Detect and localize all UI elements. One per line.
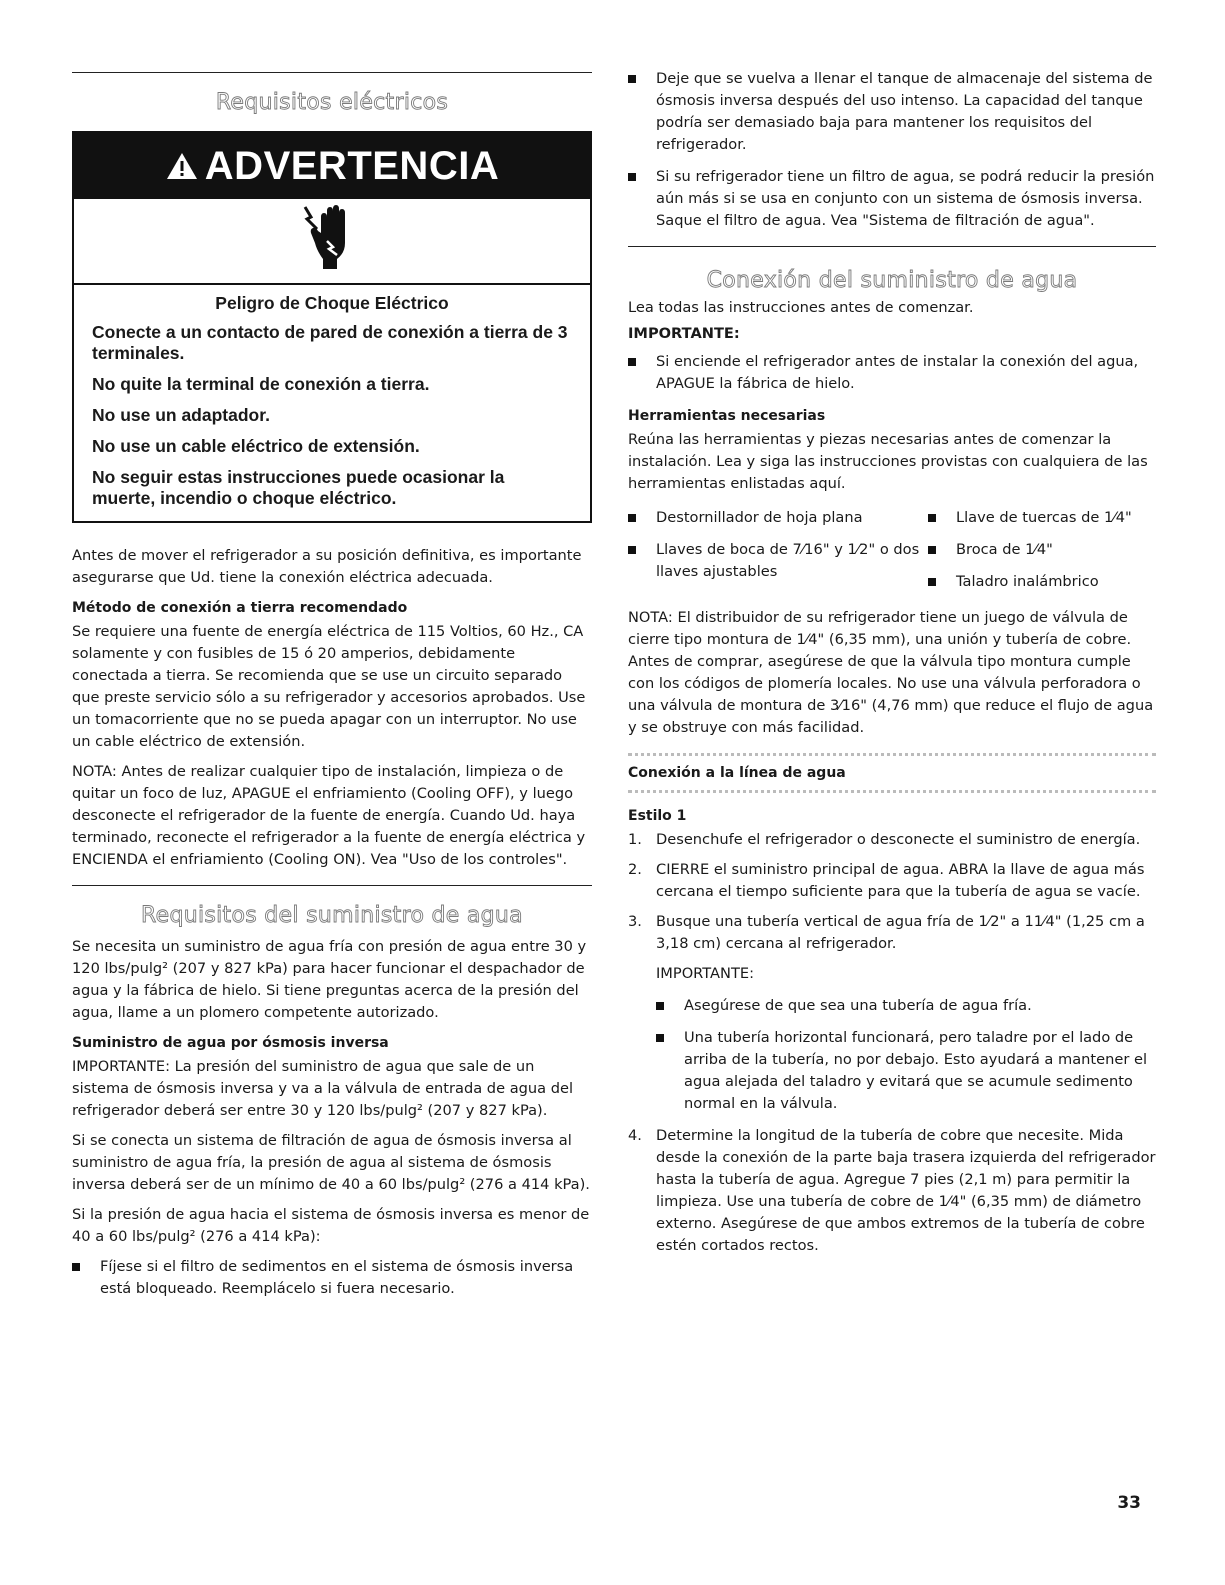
grounding-body: Se requiere una fuente de energía eléctrica de 115 Voltios, 60 Hz., CA solamente y con fusibles de 15 ó 20 amperios, debidamente conectada a tierra. Se recomienda que se use un circuito separado que preste servicio sólo a su refrigerador y accesorios aprobados. Use un tomacorriente que no se pueda apagar con un interruptor. No use un cable eléctrico de extensión.: [72, 623, 586, 750]
grounding-heading: Método de conexión a tierra recomendado: [72, 600, 408, 616]
tools-intro: Reúna las herramientas y piezas necesarias antes de comenzar la instalación. Lea y siga las instrucciones provistas con cualquiera de las herramientas enlistadas aquí.: [628, 431, 1148, 492]
left-column: [72, 0, 592, 1310]
step3-sublist: [628, 995, 1156, 1115]
electrical-intro: Antes de mover el refrigerador a su posición definitiva, es importante asegurarse que Ud. tiene la conexión eléctrica adecuada.: [72, 547, 582, 586]
warning-line: Conecte a un contacto de pared de conexión a tierra de 3 terminales.: [92, 322, 568, 363]
warning-body: [74, 285, 590, 521]
list-item: 4. Determine la longitud de la tubería de cobre que necesite. Mida desde la conexión de la parte baja trasera izquierda del refrigerador hasta la tubería de agua. Agregue 7 pies (2,1 m) para permitir la limpieza. Use una tubería de cobre de 1⁄4" (6,35 mm) de diámetro externo. Asegúrese de que ambos extremos de la tubería de cobre estén cortados rectos.: [628, 1127, 1156, 1254]
ro-paragraph: Si la presión de agua hacia el sistema de ósmosis inversa es menor de 40 a 60 lbs/pulg² (276 a 414 kPa):: [72, 1206, 590, 1245]
warning-line: No quite la terminal de conexión a tierra.: [92, 374, 430, 394]
warning-line: No use un cable eléctrico de extensión.: [92, 436, 420, 456]
list-item: Llaves de boca de 7⁄16" y 1⁄2" o dos llaves ajustables: [628, 539, 928, 583]
electric-shock-hand-icon: [297, 203, 367, 282]
right-column: [628, 0, 1156, 1265]
warning-triangle-icon: [165, 151, 199, 181]
warning-line: No seguir estas instrucciones puede ocasionar la muerte, incendio o choque eléctrico.: [92, 467, 505, 508]
list-item: 1. Desenchufe el refrigerador o desconecte el suministro de energía.: [628, 831, 1141, 848]
water-line-band: [628, 753, 1156, 793]
section-divider: [72, 72, 592, 73]
list-item: Llave de tuercas de 1⁄4": [928, 507, 1156, 529]
section-divider: [628, 246, 1156, 247]
warning-subtitle: Peligro de Choque Eléctrico: [215, 293, 449, 313]
ro-paragraph: IMPORTANTE: La presión del suministro de agua que sale de un sistema de ósmosis inversa y va a la válvula de entrada de agua del refrigerador deberá ser entre 30 y 120 lbs/pulg² (207 y 827 kPa).: [72, 1058, 574, 1119]
list-item: Una tubería horizontal funcionará, pero taladre por el lado de arriba de la tubería, no por debajo. Esto ayudará a mantener el agua alejada del taladro y evitará que se acumule sedimento normal en la válvula.: [656, 1027, 1156, 1115]
warning-icon-area: [74, 199, 590, 285]
page-number: 33: [1117, 1493, 1141, 1513]
list-item: Deje que se vuelva a llenar el tanque de almacenaje del sistema de ósmosis inversa después del uso intenso. La capacidad del tanque podría ser demasiado baja para mantener los requisitos del refrigerador.: [628, 68, 1156, 156]
list-item: Asegúrese de que sea una tubería de agua fría.: [656, 995, 1156, 1017]
style-heading: Estilo 1: [628, 808, 687, 824]
ro-paragraph: Si se conecta un sistema de filtración de agua de ósmosis inversa al suministro de agua fría, la presión de agua al sistema de ósmosis inversa deberá ser de un mínimo de 40 a 60 lbs/pulg² (276 a 414 kPa).: [72, 1132, 590, 1193]
list-item: Fíjese si el filtro de sedimentos en el sistema de ósmosis inversa está bloqueado. Reemplácelo si fuera necesario.: [72, 1256, 592, 1300]
electrical-requirements-title: Requisitos eléctricos: [215, 90, 449, 115]
electrical-note: NOTA: Antes de realizar cualquier tipo de instalación, limpieza o de quitar un foco de luz, APAGUE el enfriamiento (Cooling OFF), y luego desconecte el refrigerador de la fuente de energía. Cuando Ud. haya terminado, reconecte el refrigerador a la fuente de energía eléctrica y ENCIENDA el enfriamiento (Cooling ON). Vea "Uso de los controles".: [72, 763, 586, 868]
list-item: Broca de 1⁄4": [928, 539, 1156, 561]
step3-importante: IMPORTANTE:: [656, 965, 754, 982]
list-item: 3. Busque una tubería vertical de agua fría de 1⁄2" a 11⁄4" (1,25 cm a 3,18 cm) cercana al refrigerador.: [628, 913, 1145, 952]
list-item: Si enciende el refrigerador antes de instalar la conexión del agua, APAGUE la fábrica de hielo.: [628, 351, 1156, 395]
section-divider: [72, 885, 592, 886]
ro-heading: Suministro de agua por ósmosis inversa: [72, 1035, 389, 1051]
tools-list: [628, 507, 1156, 603]
water-connection-title: Conexión del suministro de agua: [706, 268, 1078, 293]
tools-note: NOTA: El distribuidor de su refrigerador tiene un juego de válvula de cierre tipo montura de 1⁄4" (6,35 mm), una unión y tubería de cobre. Antes de comprar, asegúrese de que la válvula tipo montura cumple con los códigos de plomería locales. No use una válvula perforadora o una válvula de montura de 3⁄16" (4,76 mm) que reduce el flujo de agua y se obstruye con más facilidad.: [628, 609, 1154, 736]
importante-label: IMPORTANTE:: [628, 325, 740, 342]
water-body: Se necesita un suministro de agua fría con presión de agua entre 30 y 120 lbs/pulg² (207 y 827 kPa) para hacer funcionar el despachador de agua y la fábrica de hielo. Si tiene preguntas acerca de la presión del agua, llame a un plomero competente autorizado.: [72, 938, 587, 1021]
list-item: Destornillador de hoja plana: [628, 507, 928, 529]
tools-heading: Herramientas necesarias: [628, 408, 826, 424]
tools-column: [628, 507, 928, 603]
list-item: Si su refrigerador tiene un filtro de agua, se podrá reducir la presión aún más si se usa en conjunto con un sistema de ósmosis inversa. Saque el filtro de agua. Vea "Sistema de filtración de agua".: [628, 166, 1156, 232]
warning-banner: [74, 133, 590, 199]
warning-banner-text: ADVERTENCIA: [204, 144, 500, 188]
warning-box: [72, 131, 592, 523]
list-item: 2. CIERRE el suministro principal de agua. ABRA la llave de agua más cercana el tiempo suficiente para que la tubería de agua se vacíe.: [628, 861, 1145, 900]
water-line-title: Conexión a la línea de agua: [628, 765, 846, 781]
warning-line: No use un adaptador.: [92, 405, 270, 425]
list-item: Taladro inalámbrico: [928, 571, 1156, 593]
water-requirements-title: Requisitos del suministro de agua: [141, 903, 523, 928]
read-instructions: Lea todas las instrucciones antes de comenzar.: [628, 299, 974, 316]
tools-column: [928, 507, 1156, 603]
